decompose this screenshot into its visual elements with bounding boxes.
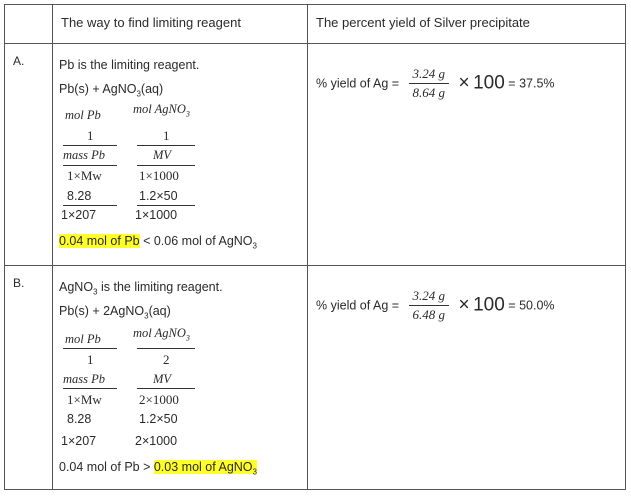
limiting-reagent-table bbox=[4, 4, 626, 490]
row-b-mw: 1×Mw bbox=[67, 392, 102, 407]
row-b-result-highlight: 0.03 mol of AgNO$_3$ bbox=[153, 460, 257, 477]
row-b-hundred: 100 bbox=[473, 294, 505, 316]
row-b-yield-formula bbox=[316, 288, 555, 323]
row-b-equation: Pb(s) + 2AgNO$_3$(aq) bbox=[59, 304, 171, 321]
row-a-equation: Pb(s) + AgNO$_3$(aq) bbox=[59, 82, 164, 99]
header-col2 bbox=[53, 5, 308, 44]
row-b-result: 0.04 mol of Pb > 0.03 mol of AgNO$_3$ bbox=[59, 460, 257, 477]
row-b-yield-cell bbox=[308, 266, 626, 490]
row-a-hundred: 100 bbox=[473, 72, 505, 94]
row-b-num-ag: 1.2×50 bbox=[139, 412, 178, 426]
row-a bbox=[5, 44, 626, 266]
row-b-mv: MV bbox=[153, 372, 172, 386]
row-a-mol-pb: mol Pb bbox=[65, 108, 101, 122]
row-a-coef-pb: 1 bbox=[87, 128, 94, 143]
row-a-yield-cell bbox=[308, 44, 626, 266]
row-a-frac-line-6 bbox=[137, 205, 195, 206]
row-a-label-cell bbox=[5, 44, 53, 266]
row-b-frac-line-2 bbox=[137, 388, 195, 389]
row-b-method-cell bbox=[53, 266, 308, 490]
header-col3 bbox=[308, 5, 626, 44]
row-a-mass-pb: mass Pb bbox=[63, 148, 106, 162]
row-b bbox=[5, 266, 626, 490]
row-b-yield-label: % yield of Ag = bbox=[316, 298, 400, 313]
header-row bbox=[5, 5, 626, 44]
row-b-mass-pb: mass Pb bbox=[63, 372, 106, 386]
row-a-yield-fraction: $\frac{3.24 g}{8.64 g}$ bbox=[409, 66, 450, 101]
row-a-yield-label: % yield of Ag = bbox=[316, 76, 400, 91]
row-a-mv: MV bbox=[153, 148, 172, 162]
row-a-limiting-text: Pb is the limiting reagent. bbox=[59, 58, 200, 72]
row-b-den-ag: 2×1000 bbox=[135, 434, 178, 448]
row-a-mv-den: 1×1000 bbox=[139, 168, 179, 183]
row-a-label: A. bbox=[13, 54, 25, 68]
row-a-mol-agno3: mol AgNO$_3$ bbox=[133, 102, 190, 119]
row-b-limiting-text: AgNO$_3$ is the limiting reagent. bbox=[59, 280, 223, 297]
row-b-mol-pb: mol Pb bbox=[65, 332, 101, 346]
row-b-den-pb: 1×207 bbox=[61, 434, 97, 448]
row-b-times: × bbox=[458, 294, 470, 316]
row-a-mw: 1×Mw bbox=[67, 168, 102, 183]
header-col2-text: The way to find limiting reagent bbox=[61, 15, 241, 30]
row-a-coef-ag: 1 bbox=[163, 128, 170, 143]
row-b-frac-line-0b bbox=[137, 348, 195, 349]
row-a-frac-line-2 bbox=[137, 145, 195, 146]
row-a-frac-line-3 bbox=[63, 165, 117, 166]
row-b-yield-result: = 50.0% bbox=[508, 298, 555, 313]
row-a-frac-line-4 bbox=[137, 165, 195, 166]
row-b-coef-pb: 1 bbox=[87, 352, 94, 367]
row-b-label-cell bbox=[5, 266, 53, 490]
row-b-mol-agno3: mol AgNO$_3$ bbox=[133, 326, 190, 343]
row-a-num-ag: 1.2×50 bbox=[139, 189, 178, 203]
row-a-result: 0.04 mol of Pb < 0.06 mol of AgNO$_3$ bbox=[59, 234, 257, 251]
row-b-frac-line-0a bbox=[63, 348, 117, 349]
row-a-frac-line-5 bbox=[63, 205, 117, 206]
row-b-yield-fraction: $\frac{3.24 g}{6.48 g}$ bbox=[409, 288, 450, 323]
row-a-num-pb: 8.28 bbox=[67, 189, 92, 203]
row-b-mv-den: 2×1000 bbox=[139, 392, 179, 407]
row-a-den-ag: 1×1000 bbox=[135, 208, 178, 222]
header-col3-text: The percent yield of Silver precipitate bbox=[316, 15, 530, 30]
row-a-times: × bbox=[458, 72, 470, 94]
row-b-label: B. bbox=[13, 276, 25, 290]
row-b-coef-ag: 2 bbox=[163, 352, 170, 367]
row-a-frac-line-1 bbox=[63, 145, 117, 146]
header-empty-cell bbox=[5, 5, 53, 44]
row-a-den-pb: 1×207 bbox=[61, 208, 97, 222]
row-a-result-highlight: 0.04 mol of Pb bbox=[59, 234, 140, 248]
row-a-method-cell bbox=[53, 44, 308, 266]
row-b-num-pb: 8.28 bbox=[67, 412, 92, 426]
row-a-yield-formula bbox=[316, 66, 555, 101]
row-a-yield-result: = 37.5% bbox=[508, 76, 555, 91]
row-b-frac-line-1 bbox=[63, 388, 117, 389]
